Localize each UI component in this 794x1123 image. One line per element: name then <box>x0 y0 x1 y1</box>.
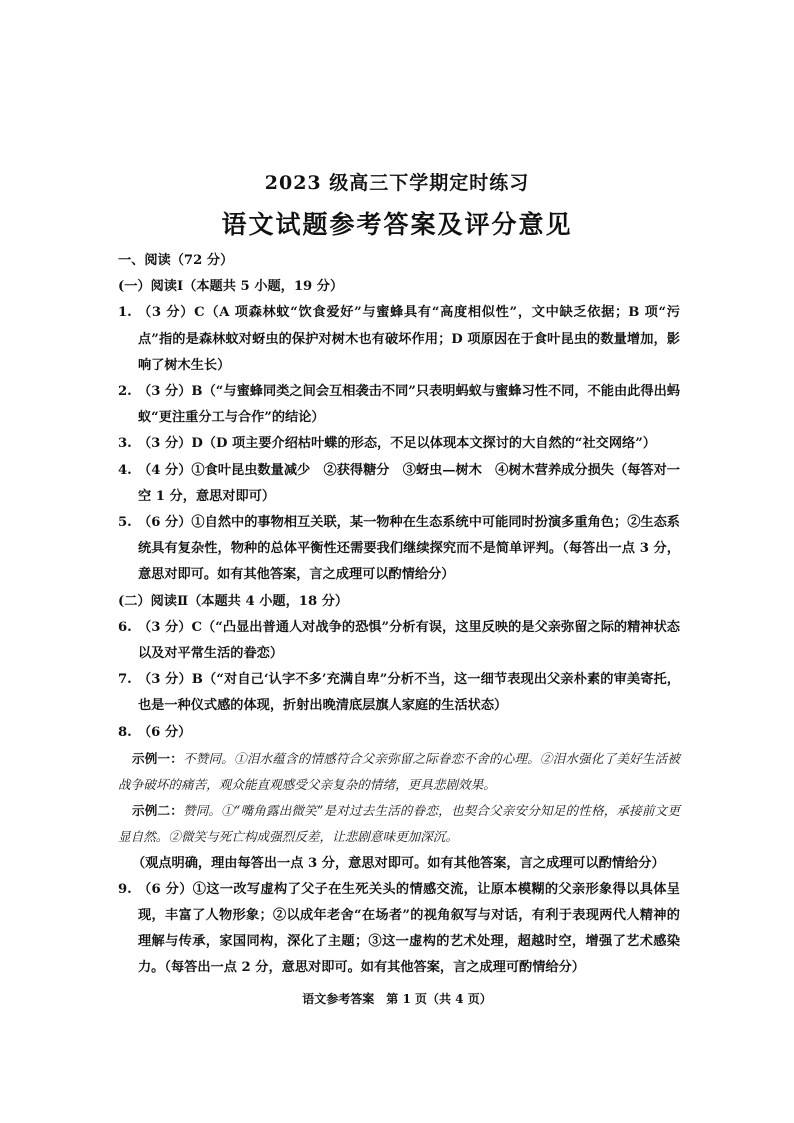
example-1 <box>118 746 680 798</box>
example-2 <box>118 798 680 850</box>
example-text: 不赞同。①泪水蕴含的情感符合父亲弥留之际眷恋不舍的心理。②泪水强化了美好生活被战争破坏的痛苦，观众能直观感受父亲复杂的情绪，更具悲剧效果。 <box>118 750 681 793</box>
example-text: 赞同。①“嘴角露出微笑”是对过去生活的眷恋，也契合父亲安分知足的性格，承接前文更显自然。②微笑与死亡构成强烈反差，让悲剧意味更加深沉。 <box>118 803 680 845</box>
answer-text: （3 分）B（“与蜜蜂同类之间会互相袭击不同”只表明蚂蚁与蜜蜂习性不同，不能由此得出蚂蚁“更注重分工与合作”的结论） <box>138 384 680 426</box>
answer-item-5 <box>118 510 680 589</box>
document-subtitle: 语文试题参考答案及评分意见 <box>221 210 573 239</box>
answer-item-8 <box>118 720 680 746</box>
answer-text: （3 分）D（D 项主要介绍枯叶蝶的形态，不足以体现本文探讨的大自然的“社交网络”） <box>138 436 656 452</box>
part-heading-2: (二）阅读Ⅱ（本题共 4 小题，18 分） <box>118 593 349 609</box>
answer-text: （6 分）①这一改写虚构了父子在生死关头的情感交流，让原本模糊的父亲形象得以具体呈现，丰富了人物形象；②以成年老舍“在场者”的视角叙写与对话，有利于表现两代人精神的理解与传承，家国同构，深化了主题；③这一虚构的艺术处理，超越时空，增强了艺术感染力。（每答出一点 2 分，意思对即可。如有其他答案，言之成理可酌情给分） <box>138 881 680 976</box>
answer-number: 9. <box>118 881 132 897</box>
answer-body <box>118 248 680 982</box>
answer-number: 6. <box>118 619 132 635</box>
answer-item-7 <box>118 667 680 719</box>
answer-text: （4 分）①食叶昆虫数量减少 ②获得糖分 ③蚜虫—树木 ④树木营养成分损失（每答对一空 1 分，意思对即可） <box>138 462 680 504</box>
answer-item-1 <box>118 300 680 379</box>
answer-item-3 <box>118 431 680 457</box>
answer-number: 1. <box>118 305 132 321</box>
example-label: 示例一： <box>132 750 183 766</box>
answer-text: （6 分） <box>138 724 192 740</box>
answer-item-6 <box>118 615 680 667</box>
answer-item-9 <box>118 877 680 982</box>
answer-text: （3 分）C（A 项森林蚊“饮食爱好”与蜜蜂具有“高度相似性”，文中缺乏依据；B 项“污点”指的是森林蚊对蚜虫的保护对树木也有破坏作用；D 项原因在于食叶昆虫的数量增加，影响了树木生长） <box>138 305 680 373</box>
answer-number: 5. <box>118 515 132 531</box>
document-title: 2023 级高三下学期定时练习 <box>264 172 530 194</box>
answer-item-2 <box>118 379 680 431</box>
answer-number: 7. <box>118 672 132 688</box>
part-heading-1: (一）阅读Ⅰ（本题共 5 小题，19 分） <box>118 279 344 295</box>
answer-number: 3. <box>118 436 132 452</box>
answer-number: 2. <box>118 384 132 400</box>
example-label: 示例二： <box>132 803 183 819</box>
answer-number: 8. <box>118 724 132 740</box>
section-heading: 一、阅读（72 分） <box>118 253 234 268</box>
answer-item-4 <box>118 458 680 510</box>
scoring-note: （观点明确，理由每答出一点 3 分，意思对即可。如有其他答案，言之成理可以酌情给分） <box>132 855 665 871</box>
answer-text: （3 分）C（“凸显出普通人对战争的恐惧”分析有误，这里反映的是父亲弥留之际的精神状态以及对平常生活的眷恋） <box>138 619 680 662</box>
answer-text: （6 分）①自然中的事物相互关联，某一物种在生态系统中可能同时扮演多重角色；②生态系统具有复杂性，物种的总体平衡性还需要我们继续探究而不是简单评判。（每答出一点 3 分，意思对即可。如有其他答案，言之成理可以酌情给分） <box>138 515 680 583</box>
answer-text: （3 分）B（“对自己‘认字不多’充满自卑”分析不当，这一细节表现出父亲朴素的审美寄托，也是一种仪式感的体现，折射出晚清底层旗人家庭的生活状态） <box>138 672 680 714</box>
answer-number: 4. <box>118 462 132 478</box>
page-footer: 语文参考答案 第 1 页（共 4 页） <box>302 992 492 1006</box>
